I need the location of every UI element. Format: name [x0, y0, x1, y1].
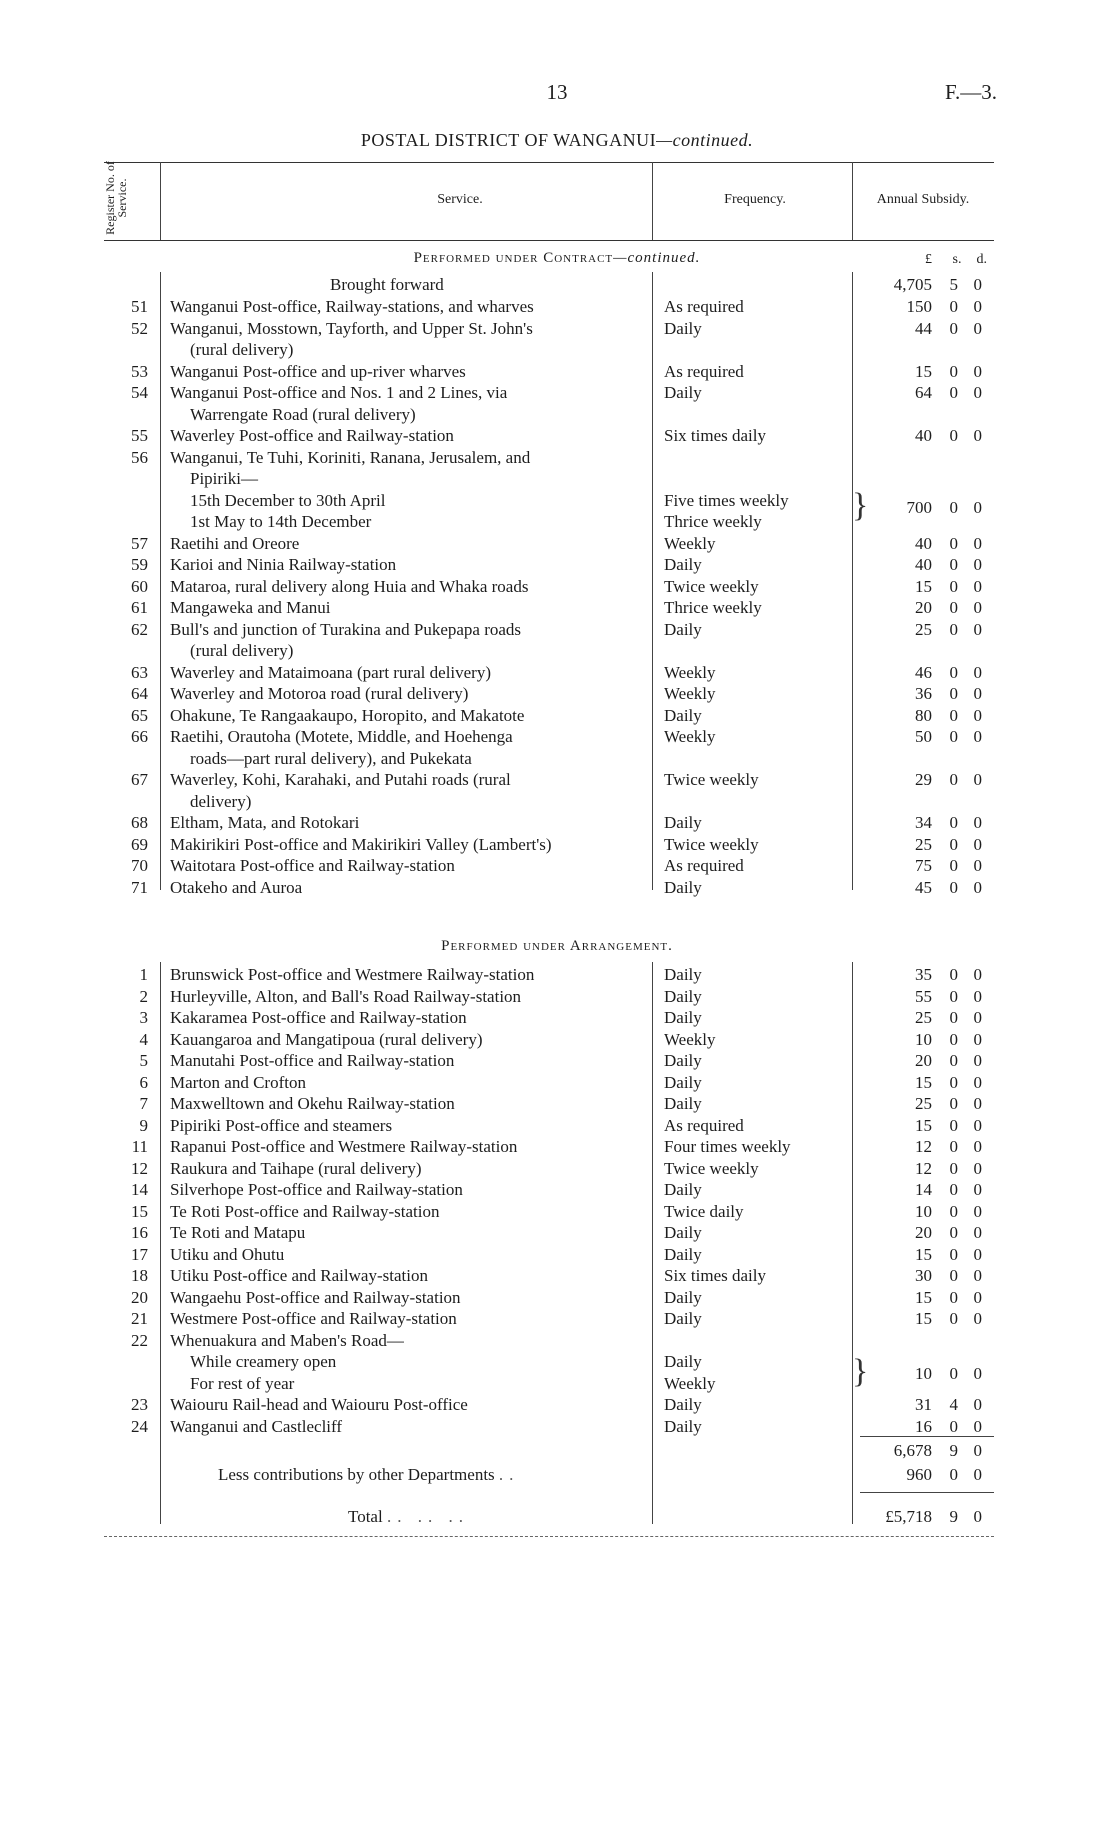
register-number: 7	[139, 1094, 148, 1113]
table-row	[0, 1158, 1114, 1179]
frequency: Weekly	[664, 533, 716, 553]
frequency: Twice weekly	[664, 576, 759, 596]
subsidy-amount: 10 0 0	[915, 1201, 982, 1221]
subsidy-amount: 14 0 0	[915, 1180, 982, 1199]
register-number: 18	[131, 1266, 148, 1285]
table-row	[0, 1179, 1114, 1200]
subsidy-amount: 34 0 0	[915, 813, 982, 832]
service-description: Wanganui and Castlecliff	[170, 1416, 343, 1436]
register-number: 55	[131, 426, 148, 445]
subsidy-amount: 25 0 0	[915, 1094, 982, 1113]
service-description: While creamery open	[190, 1352, 337, 1371]
service-description: delivery)	[190, 791, 252, 811]
table-row	[0, 855, 1114, 876]
frequency: Daily	[664, 555, 702, 574]
register-number: 63	[131, 662, 148, 682]
frequency: Twice daily	[664, 1201, 744, 1221]
register-number: 66	[131, 727, 148, 746]
service-description: Wangaehu Post-office and Railway-station	[170, 1287, 461, 1307]
service-description: (rural delivery)	[190, 340, 294, 359]
register-number: 71	[131, 877, 148, 897]
frequency: Weekly	[664, 727, 716, 746]
subsidy-amount: 31 4 0	[915, 1395, 982, 1414]
register-number: 9	[139, 1115, 148, 1135]
service-description: Whenuakura and Maben's Road—	[170, 1330, 404, 1350]
service-description: Raukura and Taihape (rural delivery)	[170, 1158, 422, 1178]
table-row	[0, 1093, 1114, 1114]
register-number: 6	[139, 1072, 148, 1092]
frequency: As required	[664, 297, 744, 316]
subsidy-amount: 15 0 0	[915, 576, 982, 596]
frequency: As required	[664, 1115, 744, 1135]
service-description: Karioi and Ninia Railway-station	[170, 555, 397, 574]
service-description: Rapanui Post-office and Westmere Railway-station	[170, 1137, 518, 1156]
frequency: Daily	[664, 1352, 702, 1371]
table-row	[0, 1330, 1114, 1351]
subsidy-amount: 12 0 0	[915, 1137, 982, 1156]
header-rule-bottom	[104, 240, 994, 241]
subsidy-amount: 40 0 0	[915, 533, 982, 553]
service-description: Waitotara Post-office and Railway-station	[170, 856, 455, 875]
frequency: Six times daily	[664, 426, 766, 445]
table-row	[0, 1136, 1114, 1157]
frequency: Daily	[664, 383, 702, 402]
register-number: 12	[131, 1158, 148, 1178]
subsidy-amount: 40 0 0	[915, 555, 982, 574]
service-description: Wanganui Post-office, Railway-stations, and wharves	[170, 297, 534, 316]
service-description: Silverhope Post-office and Railway-station	[170, 1180, 463, 1199]
subsidy-amount: 50 0 0	[915, 727, 982, 746]
subsidy-amount: 45 0 0	[915, 877, 982, 897]
total-label: Total .. .. ..	[348, 1507, 469, 1526]
service-description: Wanganui, Te Tuhi, Koriniti, Ranana, Jerusalem, and	[170, 447, 531, 467]
brought-forward-row: Brought forward 4,705 5 0	[330, 275, 982, 294]
frequency: Weekly	[664, 662, 716, 682]
register-number: 2	[139, 986, 148, 1006]
table-row	[0, 705, 1114, 726]
frequency: Daily	[664, 986, 702, 1006]
frequency: Weekly	[664, 1373, 716, 1393]
service-description: roads—part rural delivery), and Pukekata	[190, 748, 472, 768]
subsidy-amount: 12 0 0	[915, 1158, 982, 1178]
subsidy-amount: 44 0 0	[915, 318, 982, 338]
subsidy-amount: 15 0 0	[915, 1309, 982, 1328]
service-description: Brunswick Post-office and Westmere Railway-station	[170, 965, 535, 984]
register-number: 21	[131, 1309, 148, 1328]
page-number: 13	[546, 80, 568, 104]
brace-22: }	[852, 1353, 869, 1390]
service-description: Waverley and Motoroa road (rural delivery)	[170, 684, 469, 703]
table-row-continuation	[0, 339, 1114, 360]
service-description: Ohakune, Te Rangaakaupo, Horopito, and Makatote	[170, 705, 525, 725]
register-number: 20	[131, 1287, 148, 1307]
page-reference: F.—3.	[945, 80, 997, 104]
register-number: 24	[131, 1416, 148, 1436]
service-description: 1st May to 14th December	[190, 512, 372, 531]
register-number: 54	[131, 383, 148, 402]
table-row-continuation	[0, 748, 1114, 769]
register-number: 52	[131, 318, 148, 338]
subsidy-amount: 15 0 0	[915, 361, 982, 381]
header-divider	[852, 162, 853, 240]
frequency: Daily	[664, 965, 702, 984]
service-description: Manutahi Post-office and Railway-station	[170, 1051, 455, 1070]
frequency: Five times weekly	[664, 490, 789, 510]
service-description: Te Roti and Matapu	[170, 1223, 306, 1242]
total-amount: £5,718 9 0	[885, 1507, 982, 1526]
table-row	[0, 1308, 1114, 1329]
register-number: 4	[139, 1029, 148, 1049]
frequency: Daily	[664, 1309, 702, 1328]
frequency: Thrice weekly	[664, 598, 762, 617]
service-description: Pipiriki Post-office and steamers	[170, 1115, 393, 1135]
register-number: 61	[131, 598, 148, 617]
frequency: As required	[664, 856, 744, 875]
register-number: 67	[131, 770, 148, 789]
table-row	[0, 1394, 1114, 1415]
table-row	[0, 361, 1114, 382]
frequency: Daily	[664, 1051, 702, 1070]
table-row	[0, 964, 1114, 985]
table-row-continuation	[0, 640, 1114, 661]
subsidy-amount: 30 0 0	[915, 1266, 982, 1285]
frequency: Twice weekly	[664, 1158, 759, 1178]
subsidy-amount: 25 0 0	[915, 834, 982, 854]
table-row	[0, 533, 1114, 554]
frequency: Daily	[664, 318, 702, 338]
header-divider	[652, 162, 653, 240]
table-row	[0, 554, 1114, 575]
subsidy-amount: 20 0 0	[915, 598, 982, 617]
register-number: 22	[131, 1330, 148, 1350]
service-description: Hurleyville, Alton, and Ball's Road Railway-station	[170, 986, 522, 1006]
brace-56: }	[852, 487, 869, 524]
register-number: 53	[131, 361, 148, 381]
register-number: 62	[131, 619, 148, 639]
subsidy-amount: 35 0 0	[915, 965, 982, 984]
frequency: Daily	[664, 1395, 702, 1414]
arrangement-section-title: Performed under Arrangement.	[441, 938, 673, 954]
frequency: Twice weekly	[664, 834, 759, 854]
register-number: 3	[139, 1008, 148, 1027]
frequency: Daily	[664, 1072, 702, 1092]
frequency: Thrice weekly	[664, 512, 762, 531]
money-header: £ s. d.	[925, 252, 987, 267]
bracket-amount-56: 700 0 0	[906, 498, 982, 517]
frequency: Six times daily	[664, 1266, 766, 1285]
table-row	[0, 318, 1114, 339]
subsidy-amount: 80 0 0	[915, 705, 982, 725]
table-row	[0, 1287, 1114, 1308]
frequency: Daily	[664, 1287, 702, 1307]
table-row	[0, 834, 1114, 855]
service-description: Eltham, Mata, and Rotokari	[170, 813, 360, 832]
service-description: Waverley, Kohi, Karahaki, and Putahi roads (rural	[170, 770, 511, 789]
table-row	[0, 812, 1114, 833]
frequency: Daily	[664, 619, 702, 639]
frequency: Weekly	[664, 1029, 716, 1049]
subsidy-amount: 16 0 0	[915, 1416, 982, 1436]
frequency: Daily	[664, 1244, 702, 1264]
service-description: Maxwelltown and Okehu Railway-station	[170, 1094, 455, 1113]
table-row	[0, 726, 1114, 747]
register-number: 14	[131, 1180, 148, 1199]
subsidy-amount: 75 0 0	[915, 856, 982, 875]
subsidy-amount: 55 0 0	[915, 986, 982, 1006]
register-number: 65	[131, 705, 148, 725]
service-description: Utiku Post-office and Railway-station	[170, 1266, 428, 1285]
register-number: 64	[131, 684, 148, 703]
table-row	[0, 382, 1114, 403]
subsidy-amount: 64 0 0	[915, 383, 982, 402]
frequency-column-header: Frequency.	[724, 192, 786, 207]
service-description: Kakaramea Post-office and Railway-station	[170, 1008, 467, 1027]
table-row-continuation	[0, 404, 1114, 425]
contract-section-title: Performed under Contract—continued.	[413, 250, 701, 266]
table-row	[0, 1222, 1114, 1243]
less-contributions-amount: 960 0 0	[906, 1465, 982, 1484]
table-row	[0, 1050, 1114, 1071]
table-row	[0, 1029, 1114, 1050]
service-description: Waverley and Mataimoana (part rural delivery)	[170, 662, 492, 682]
service-description: For rest of year	[190, 1373, 295, 1393]
service-description: Waverley Post-office and Railway-station	[170, 426, 454, 445]
service-description: Raetihi and Oreore	[170, 533, 300, 553]
table-row	[0, 986, 1114, 1007]
table-row-continuation	[0, 791, 1114, 812]
register-number: 11	[131, 1137, 148, 1156]
table-row	[0, 597, 1114, 618]
subtotal-rule	[860, 1436, 994, 1437]
subsidy-amount: 40 0 0	[915, 426, 982, 445]
service-description: Otakeho and Auroa	[170, 877, 303, 897]
table-row	[0, 1007, 1114, 1028]
bracket-amount-22: 10 0 0	[915, 1364, 982, 1383]
subsidy-amount: 25 0 0	[915, 1008, 982, 1027]
service-description: Kauangaroa and Mangatipoua (rural delivery)	[170, 1029, 483, 1049]
service-description: Westmere Post-office and Railway-station	[170, 1309, 457, 1328]
register-number: 51	[131, 297, 148, 316]
frequency: Weekly	[664, 684, 716, 703]
table-row	[0, 576, 1114, 597]
subsidy-amount: 20 0 0	[915, 1223, 982, 1242]
service-description: Bull's and junction of Turakina and Pukepapa roads	[170, 619, 522, 639]
service-description: Waiouru Rail-head and Waiouru Post-office	[170, 1395, 468, 1414]
subsidy-amount: 150 0 0	[906, 297, 982, 316]
title-text: POSTAL DISTRICT OF WANGANUI	[360, 130, 657, 150]
bottom-rule	[104, 1536, 994, 1537]
subsidy-column-header: Annual Subsidy.	[876, 192, 970, 207]
service-description: Wanganui Post-office and Nos. 1 and 2 Lines, via	[170, 383, 508, 402]
service-description: Mangaweka and Manui	[170, 598, 331, 617]
service-description: Pipiriki—	[190, 469, 259, 488]
table-row	[0, 1115, 1114, 1136]
table-row	[0, 1201, 1114, 1222]
table-row	[0, 296, 1114, 317]
service-description: Marton and Crofton	[170, 1072, 306, 1092]
service-description: 15th December to 30th April	[190, 490, 386, 510]
table-row	[0, 683, 1114, 704]
frequency: Daily	[664, 1223, 702, 1242]
service-description: Utiku and Ohutu	[170, 1244, 285, 1264]
frequency: Daily	[664, 1180, 702, 1199]
register-number: 17	[131, 1244, 148, 1264]
register-column-header: Register No. of Service.	[103, 161, 129, 235]
frequency: Twice weekly	[664, 770, 759, 789]
subsidy-amount: 10 0 0	[915, 1029, 982, 1049]
frequency: Four times weekly	[664, 1137, 791, 1156]
table-row	[0, 877, 1114, 898]
subtotal-amount: 6,678 9 0	[893, 1441, 982, 1460]
service-description: Wanganui, Mosstown, Tayforth, and Upper St. John's	[170, 318, 533, 338]
register-number: 70	[131, 856, 148, 875]
register-number: 15	[131, 1201, 148, 1221]
frequency: Daily	[664, 705, 702, 725]
subsidy-amount: 15 0 0	[915, 1287, 982, 1307]
service-description: Mataroa, rural delivery along Huia and Whaka roads	[170, 576, 529, 596]
register-number: 68	[131, 813, 148, 832]
header-rule-top	[104, 162, 994, 163]
subsidy-amount: 15 0 0	[915, 1244, 982, 1264]
service-description: Makirikiri Post-office and Makirikiri Valley (Lambert's)	[170, 834, 552, 854]
subsidy-amount: 46 0 0	[915, 662, 982, 682]
service-description: Raetihi, Orautoha (Motete, Middle, and Hoehenga	[170, 727, 513, 746]
frequency: Daily	[664, 813, 702, 832]
total-rule	[860, 1492, 994, 1493]
service-column-header: Service.	[437, 192, 483, 207]
subsidy-amount: 15 0 0	[915, 1115, 982, 1135]
register-number: 1	[139, 965, 148, 984]
service-description: Wanganui Post-office and up-river wharves	[170, 361, 466, 381]
service-description: Te Roti Post-office and Railway-station	[170, 1201, 440, 1221]
register-number: 5	[139, 1051, 148, 1070]
register-number: 23	[131, 1395, 148, 1414]
table-row	[0, 662, 1114, 683]
table-row	[0, 1416, 1114, 1437]
header-divider	[160, 162, 161, 240]
title-suffix: —continued.	[656, 130, 754, 150]
document-title	[0, 130, 1114, 151]
subsidy-amount: 36 0 0	[915, 684, 982, 703]
frequency: As required	[664, 361, 744, 381]
table-row	[0, 1265, 1114, 1286]
register-number: 60	[131, 576, 148, 596]
table-row	[0, 1072, 1114, 1093]
register-number: 69	[131, 834, 148, 854]
table-row	[0, 1244, 1114, 1265]
table-row-continuation	[0, 468, 1114, 489]
register-number: 16	[131, 1223, 148, 1242]
table-row	[0, 619, 1114, 640]
subsidy-amount: 15 0 0	[915, 1072, 982, 1092]
register-number: 59	[131, 555, 148, 574]
service-description: Warrengate Road (rural delivery)	[190, 404, 416, 424]
subsidy-amount: 29 0 0	[915, 770, 982, 789]
less-contributions-label: Less contributions by other Departments ..	[218, 1465, 520, 1484]
table-row	[0, 425, 1114, 446]
frequency: Daily	[664, 1094, 702, 1113]
service-description: (rural delivery)	[190, 641, 294, 660]
register-number: 57	[131, 533, 148, 553]
subsidy-amount: 20 0 0	[915, 1051, 982, 1070]
register-number: 56	[131, 447, 148, 467]
table-row	[0, 769, 1114, 790]
subsidy-amount: 25 0 0	[915, 619, 982, 639]
frequency: Daily	[664, 877, 702, 897]
table-row	[0, 447, 1114, 468]
frequency: Daily	[664, 1008, 702, 1027]
frequency: Daily	[664, 1416, 702, 1436]
